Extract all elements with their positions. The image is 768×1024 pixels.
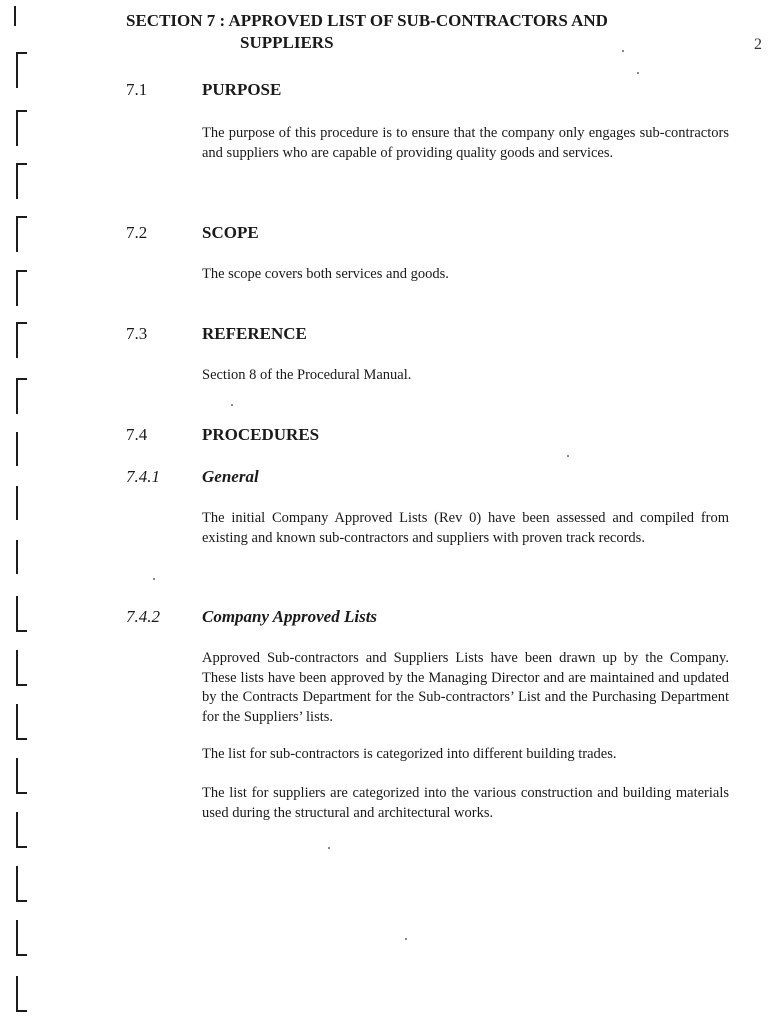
title-line-1: SECTION 7 : APPROVED LIST OF SUB-CONTRACTORS AND — [126, 11, 608, 30]
subsection-number: 7.4.2 — [126, 607, 160, 626]
binding-mark — [16, 432, 18, 466]
section-heading — [126, 424, 726, 446]
section-number: 7.1 — [126, 80, 148, 99]
subsection-title-text: General — [202, 467, 259, 486]
scan-speck — [405, 938, 407, 940]
section-heading — [126, 79, 726, 101]
binding-mark — [16, 596, 27, 632]
binding-mark — [16, 812, 27, 848]
section-heading — [126, 222, 726, 244]
subsection-paragraph: The list for suppliers are categorized into the various construction and building materials used during the structural and architectural works. — [202, 785, 729, 821]
scan-speck — [622, 50, 624, 52]
binding-mark — [16, 52, 27, 88]
binding-mark — [16, 486, 18, 520]
subsection-paragraph: The initial Company Approved Lists (Rev 0) have been assessed and compiled from existing and known sub-contractors and suppliers with proven track records. — [202, 510, 729, 546]
subsection-heading — [126, 606, 726, 628]
section-paragraph: The purpose of this procedure is to ensure that the company only engages sub-contractors and suppliers who are capable of providing quality goods and services. — [202, 125, 729, 161]
section-number: 7.2 — [126, 223, 148, 242]
subsection-title-text: Company Approved Lists — [202, 607, 378, 626]
section-number: 7.3 — [126, 324, 148, 343]
section-title-text: REFERENCE — [202, 324, 307, 343]
scan-speck — [153, 578, 155, 580]
scan-speck — [328, 847, 330, 849]
binding-mark — [16, 110, 27, 146]
scan-speck — [567, 455, 569, 457]
binding-mark — [16, 540, 18, 574]
scan-speck — [637, 72, 639, 74]
binding-mark — [16, 650, 27, 686]
binding-mark — [16, 163, 27, 199]
binding-mark — [16, 322, 27, 358]
binding-mark — [16, 704, 27, 740]
section-title-text: PURPOSE — [202, 80, 282, 99]
binding-mark — [14, 6, 16, 26]
section-paragraph: Section 8 of the Procedural Manual. — [202, 367, 412, 383]
binding-mark — [16, 378, 27, 414]
binding-mark — [16, 976, 27, 1012]
binding-mark — [16, 758, 27, 794]
binding-mark — [16, 216, 27, 252]
title-line-2: SUPPLIERS — [240, 33, 334, 52]
subsection-paragraph: The list for sub-contractors is categorized into different building trades. — [202, 746, 617, 762]
subsection-heading — [126, 466, 726, 488]
section-heading — [126, 323, 726, 345]
binding-mark — [16, 866, 27, 902]
section-paragraph: The scope covers both services and goods. — [202, 266, 449, 282]
binding-mark — [16, 920, 27, 956]
scan-speck — [231, 404, 233, 406]
margin-glyph: 2 — [754, 36, 762, 53]
binding-mark — [16, 270, 27, 306]
subsection-number: 7.4.1 — [126, 467, 160, 486]
subsection-paragraph: Approved Sub-contractors and Suppliers Lists have been drawn up by the Company. These lists have been approved by the Managing Director and are maintained and updated by the Contracts Department for the Sub-contractors’ List and the Purchasing Department for the Suppliers’ lists. — [202, 650, 729, 725]
binding-marks — [0, 0, 40, 1024]
section-number: 7.4 — [126, 425, 148, 444]
section-title — [126, 10, 726, 54]
section-title-text: PROCEDURES — [202, 425, 320, 444]
section-title-text: SCOPE — [202, 223, 259, 242]
